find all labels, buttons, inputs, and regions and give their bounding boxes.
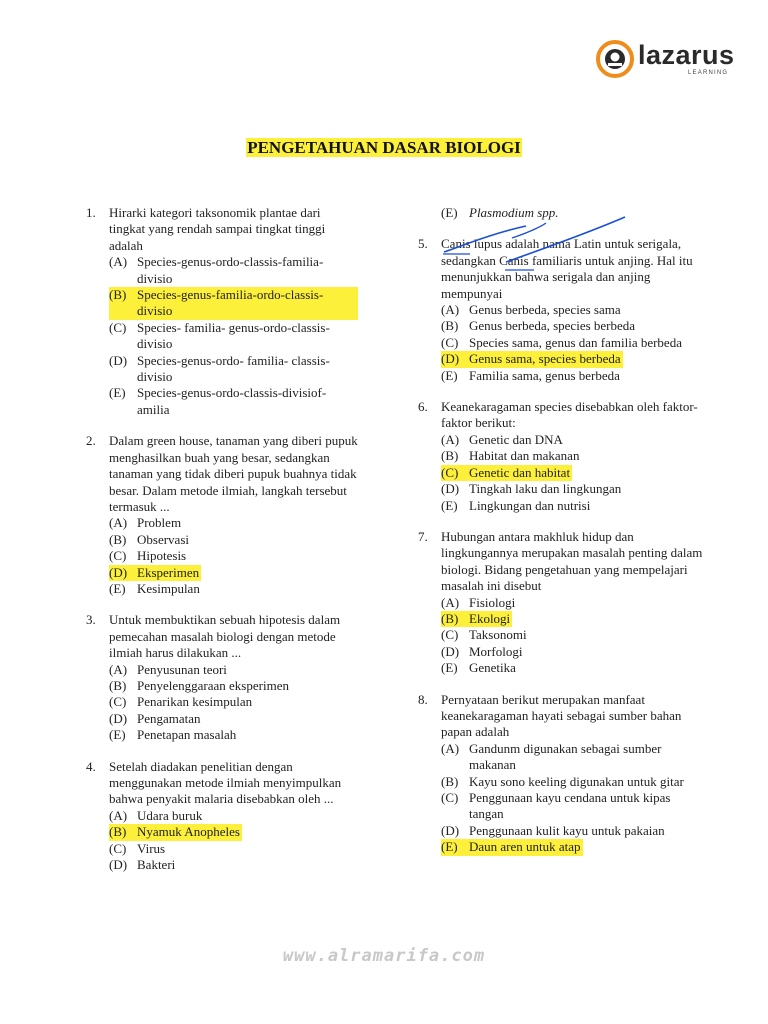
question-number: 8. — [418, 691, 428, 707]
question-3 — [86, 612, 358, 743]
answer-option — [441, 498, 708, 514]
question-text: Hirarki kategori taksonomik plantae dari tingkat yang rendah sampai tingkat tinggi adalah — [109, 205, 326, 253]
answer-option — [109, 662, 358, 678]
option-label: (B) — [109, 824, 127, 840]
option-label: (C) — [441, 627, 459, 643]
option-text: Species-genus-familia-ordo-classis-divisio — [137, 287, 324, 319]
question-5 — [418, 236, 708, 384]
answer-option — [109, 581, 358, 597]
left-column — [86, 205, 358, 888]
question-text: Keanekaragaman species disebabkan oleh faktor-faktor berikut: — [441, 399, 698, 431]
page-title-wrap — [0, 138, 768, 158]
option-label: (D) — [109, 857, 128, 873]
answer-option — [109, 824, 242, 840]
option-text: Penarikan kesimpulan — [137, 694, 253, 710]
option-label: (C) — [109, 840, 127, 856]
lazarus-logo — [596, 38, 735, 88]
question-1 — [86, 205, 358, 418]
option-label: (D) — [109, 710, 128, 726]
answer-option — [441, 660, 708, 676]
option-label: (E) — [441, 839, 458, 855]
answer-option — [109, 857, 358, 873]
question-number: 2. — [86, 433, 96, 449]
option-text: Bakteri — [137, 857, 176, 873]
answer-option — [441, 481, 708, 497]
option-label: (A) — [109, 807, 128, 823]
answer-option — [109, 287, 358, 320]
option-text: Genus berbeda, species sama — [469, 302, 621, 318]
option-text: Penyelenggaraan eksperimen — [137, 677, 289, 693]
option-text: Species-genus-ordo-classis-divisiof-amilia — [137, 385, 327, 417]
answer-option — [109, 515, 358, 531]
option-label: (E) — [441, 367, 458, 383]
answer-option — [441, 595, 708, 611]
option-text: Lingkungan dan nutrisi — [469, 497, 591, 513]
option-label: (D) — [441, 351, 460, 367]
option-label: (B) — [109, 677, 127, 693]
answer-option — [441, 627, 708, 643]
answer-option — [109, 711, 358, 727]
option-text: Tingkah laku dan lingkungan — [469, 481, 622, 497]
footer-watermark: www.alramarifa.com — [282, 946, 486, 966]
option-label: (D) — [109, 564, 128, 580]
option-label: (A) — [441, 431, 460, 447]
answer-option — [109, 254, 358, 287]
option-text: Penetapan masalah — [137, 727, 237, 743]
answer-option — [441, 318, 708, 334]
option-label: (C) — [441, 334, 459, 350]
option-text: Genetika — [469, 660, 516, 676]
option-text: Genus berbeda, species berbeda — [469, 318, 636, 334]
option-label: (A) — [109, 254, 128, 270]
option-text: Genetic dan DNA — [469, 431, 563, 447]
option-text: Plasmodium spp. — [469, 205, 559, 220]
option-label: (B) — [441, 448, 459, 464]
answer-option — [109, 694, 358, 710]
option-label: (C) — [441, 790, 459, 805]
option-text: Penyusunan teori — [137, 661, 227, 677]
option-text: Kayu sono keeling digunakan untuk gitar — [469, 773, 684, 789]
lazarus-mark-icon — [596, 40, 634, 78]
option-text: Genus sama, species berbeda — [469, 351, 621, 367]
option-text: Observasi — [137, 531, 189, 547]
option-label: (A) — [109, 661, 128, 677]
option-label: (E) — [109, 727, 126, 743]
answer-option — [441, 611, 512, 627]
question-text: Hubungan antara makhluk hidup dan lingkungannya merupakan masalah penting dalam biologi. Bidang pengetahuan yang mempelajari masalah ini disebut — [441, 528, 703, 594]
answer-option — [109, 808, 358, 824]
option-label: (E) — [441, 497, 458, 513]
option-label: (D) — [441, 481, 460, 497]
option-label: (D) — [109, 352, 128, 368]
question-text: Untuk membuktikan sebuah hipotesis dalam pemecahan masalah biologi dengan metode ilmiah harus dilakukan ... — [109, 612, 341, 661]
answer-option — [441, 448, 708, 464]
option-text: Habitat dan makanan — [469, 448, 580, 464]
page-title: PENGETAHUAN DASAR BIOLOGI — [247, 138, 521, 157]
option-label: (C) — [109, 694, 127, 710]
answer-option — [109, 727, 358, 743]
option-text: Taksonomi — [469, 627, 527, 643]
answer-option — [109, 841, 358, 857]
question-2 — [86, 433, 358, 597]
option-label: (B) — [441, 318, 459, 334]
answer-option — [109, 548, 358, 564]
option-text: Udara buruk — [137, 807, 203, 823]
question-4 — [86, 759, 358, 874]
answer-option — [109, 320, 358, 353]
question-number: 6. — [418, 399, 428, 415]
option-text: Familia sama, genus berbeda — [469, 367, 620, 383]
answer-option — [441, 823, 708, 839]
question-6 — [418, 399, 708, 514]
option-label: (C) — [109, 319, 127, 335]
option-text: Nyamuk Anopheles — [137, 824, 240, 840]
question-text: Canis lupus adalah nama Latin untuk serigala, sedangkan Canis familiaris untuk anjing. Hal itu menunjukkan bahwa serigala dan anjing mempunyai — [441, 236, 693, 301]
question-number: 3. — [86, 612, 96, 628]
question-number: 5. — [418, 236, 428, 252]
option-label: (D) — [441, 643, 460, 659]
right-column — [418, 205, 708, 871]
option-label: (B) — [441, 773, 459, 789]
answer-option — [441, 368, 708, 384]
option-text: Species sama, genus dan familia berbeda — [469, 334, 682, 350]
answer-option — [109, 385, 358, 418]
answer-option — [109, 678, 358, 694]
option-q4-e — [441, 205, 708, 221]
option-label: (A) — [109, 515, 128, 531]
option-text: Pengamatan — [137, 710, 201, 726]
answer-option — [441, 335, 708, 351]
option-label: (C) — [441, 464, 459, 480]
option-text: Genetic dan habitat — [469, 464, 571, 480]
option-text: Fisiologi — [469, 594, 516, 610]
question-text: Setelah diadakan penelitian dengan menggunakan metode ilmiah menyimpulkan bahwa penyakit malaria disebabkan oleh ... — [109, 758, 342, 807]
option-text: Hipotesis — [137, 548, 187, 564]
option-text: Daun aren untuk atap — [469, 839, 581, 855]
option-label: (E) — [109, 385, 126, 401]
option-text: Problem — [137, 515, 182, 531]
answer-option — [441, 741, 708, 774]
option-label: (A) — [441, 594, 460, 610]
answer-option — [441, 774, 708, 790]
answer-option — [441, 644, 708, 660]
option-label: (B) — [441, 610, 459, 626]
option-text: Gandunm digunakan sebagai sumber makanan — [469, 740, 662, 773]
answer-option — [441, 839, 583, 855]
question-8 — [418, 692, 708, 856]
option-label: (E) — [441, 205, 458, 220]
option-text: Penggunaan kayu cendana untuk kipas tangan — [469, 790, 671, 822]
option-label: (E) — [109, 580, 126, 596]
option-label: (A) — [441, 740, 460, 756]
option-text: Eksperimen — [137, 564, 200, 580]
option-label: (E) — [441, 660, 458, 676]
answer-option — [441, 432, 708, 448]
answer-option — [109, 353, 358, 386]
answer-option — [441, 302, 708, 318]
question-number: 4. — [86, 758, 96, 774]
question-7 — [418, 529, 708, 677]
question-text: Pernyataan berikut merupakan manfaat keanekaragaman hayati sebagai sumber bahan papan adalah — [441, 691, 682, 740]
option-text: Species- familia- genus-ordo-classis-divisio — [137, 319, 330, 352]
option-text: Virus — [137, 840, 166, 856]
option-text: Ekologi — [469, 610, 511, 626]
option-text: Morfologi — [469, 643, 523, 659]
option-label: (B) — [109, 531, 127, 547]
option-text: Species-genus-ordo-classis-familia-divisio — [137, 254, 324, 286]
option-label: (C) — [109, 548, 127, 564]
logo-subtitle: LEARNING — [688, 70, 729, 76]
answer-option — [441, 351, 623, 367]
answer-option — [441, 790, 708, 823]
question-text: Dalam green house, tanaman yang diberi pupuk menghasilkan buah yang besar, sedangkan tanaman yang tidak diberi pupuk buahnya tidak besar. Dalam metode ilmiah, langkah tersebut termasuk ... — [109, 433, 358, 514]
option-text: Kesimpulan — [137, 580, 200, 596]
question-number: 1. — [86, 205, 96, 220]
option-label: (A) — [441, 302, 460, 318]
question-number: 7. — [418, 528, 428, 544]
option-text: Species-genus-ordo- familia- classis-divisio — [137, 352, 330, 385]
answer-option — [109, 565, 201, 581]
option-label: (D) — [441, 822, 460, 838]
answer-option — [441, 465, 572, 481]
option-text: Penggunaan kulit kayu untuk pakaian — [469, 822, 665, 838]
option-label: (B) — [109, 287, 127, 303]
answer-option — [109, 532, 358, 548]
logo-name: lazarus — [638, 40, 735, 70]
